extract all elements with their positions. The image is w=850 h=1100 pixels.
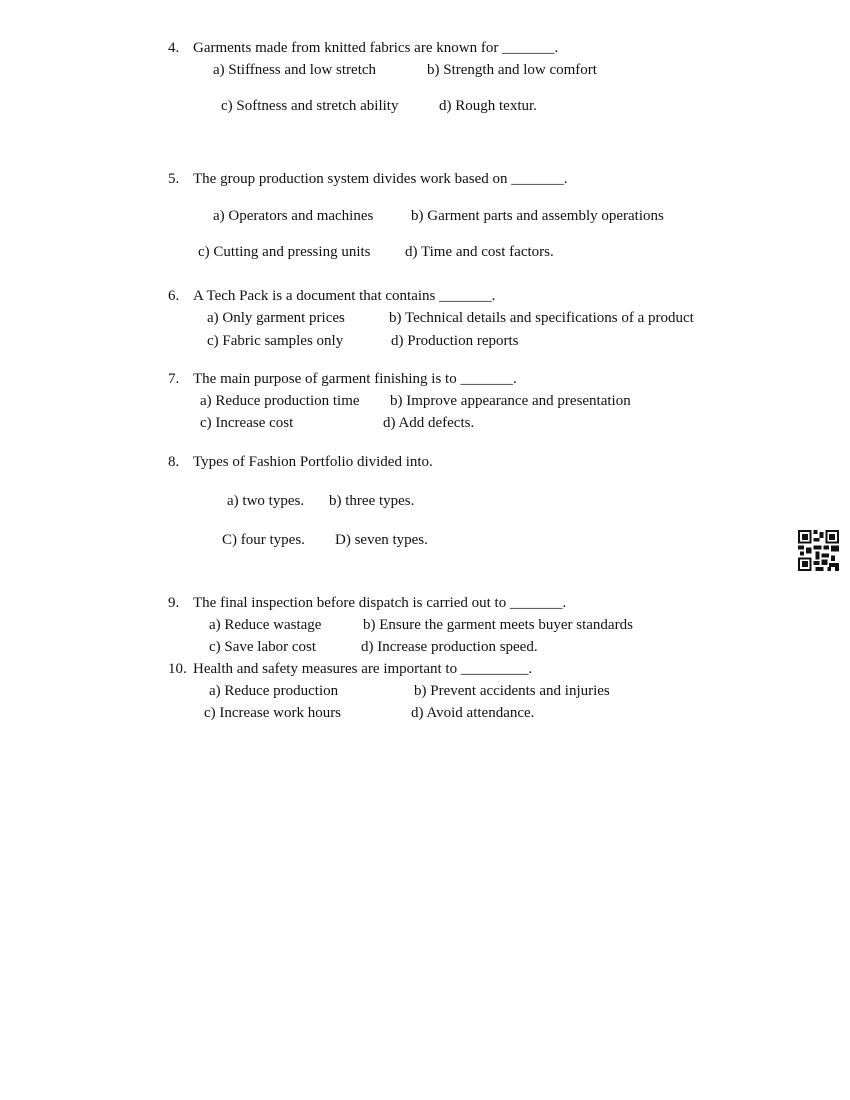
question-number: 9.: [168, 595, 180, 611]
option-c: c) Increase work hours: [204, 705, 342, 721]
option-c: c) Increase cost: [200, 415, 294, 431]
option-a: a) Operators and machines: [213, 208, 374, 224]
question-number: 4.: [168, 40, 180, 56]
option-b: b) Prevent accidents and injuries: [414, 683, 610, 699]
option-d: d) Avoid attendance.: [411, 705, 535, 721]
option-b: b) Ensure the garment meets buyer standards: [363, 617, 633, 633]
question-number: 5.: [168, 171, 180, 187]
question-number: 10.: [168, 661, 187, 677]
option-c: c) Cutting and pressing units: [198, 244, 371, 260]
question-number: 6.: [168, 288, 180, 304]
option-d: d) Time and cost factors.: [405, 244, 554, 260]
question-number: 7.: [168, 371, 180, 387]
option-b: b) three types.: [329, 493, 415, 509]
question-text: Garments made from knitted fabrics are known for _______.: [193, 40, 559, 56]
option-b: b) Garment parts and assembly operations: [411, 208, 664, 224]
option-d: d) Increase production speed.: [361, 639, 538, 655]
question-text: The main purpose of garment finishing is to _______.: [193, 371, 517, 387]
question-text: The group production system divides work based on _______.: [193, 171, 568, 187]
option-c: C) four types.: [222, 532, 305, 548]
qr-code-icon: [798, 530, 839, 571]
option-c: c) Softness and stretch ability: [221, 98, 399, 114]
option-c: c) Save labor cost: [209, 639, 317, 655]
question-text: Health and safety measures are important to _________.: [193, 661, 533, 677]
question-text: The final inspection before dispatch is carried out to _______.: [193, 595, 567, 611]
option-a: a) Reduce wastage: [209, 617, 322, 633]
question-number: 8.: [168, 454, 180, 470]
option-d: d) Production reports: [391, 333, 519, 349]
option-d: D) seven types.: [335, 532, 428, 548]
option-b: b) Strength and low comfort: [427, 62, 597, 78]
question-text: A Tech Pack is a document that contains _______.: [193, 288, 496, 304]
option-d: d) Add defects.: [383, 415, 475, 431]
option-a: a) Reduce production time: [200, 393, 360, 409]
option-a: a) Reduce production: [209, 683, 339, 699]
option-a: a) Stiffness and low stretch: [213, 62, 377, 78]
option-b: b) Technical details and specifications of a product: [389, 310, 694, 326]
option-b: b) Improve appearance and presentation: [390, 393, 631, 409]
option-c: c) Fabric samples only: [207, 333, 344, 349]
question-text: Types of Fashion Portfolio divided into.: [193, 454, 433, 470]
option-a: a) Only garment prices: [207, 310, 345, 326]
option-d: d) Rough textur.: [439, 98, 537, 114]
option-a: a) two types.: [227, 493, 305, 509]
